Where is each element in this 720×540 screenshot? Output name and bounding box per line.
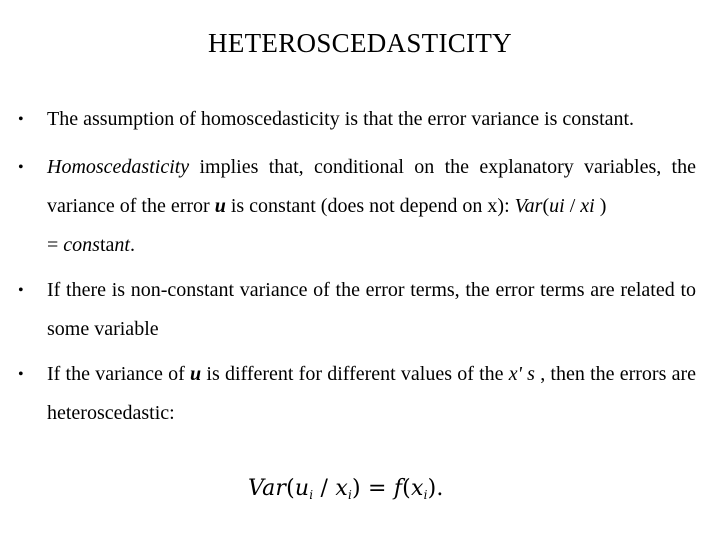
constant-part-b: ta (99, 234, 115, 256)
bullet-list (18, 100, 696, 439)
slide-title: HETEROSCEDASTICITY (208, 28, 512, 58)
variable-u: u (214, 195, 226, 217)
bullet-text: implies that, conditional on the explanatory variables, the variance of the error (47, 156, 696, 217)
bullet-text: If the variance of (47, 363, 191, 385)
formula-f-x-subscript: i (423, 488, 428, 502)
formula-f-close-paren: ) (427, 476, 437, 501)
formula-f-open-paren: ( (402, 476, 411, 501)
formula-f: f (393, 476, 403, 501)
variable-x-prime: x' (508, 363, 522, 385)
bullet-item-homoscedasticity-assumption (18, 100, 696, 139)
bullet-dot-icon: • (18, 111, 24, 128)
formula-close-paren: ) (351, 476, 361, 501)
formula-x: x (335, 476, 348, 501)
variable-s: s (521, 363, 535, 385)
bullet-text: The assumption of homoscedasticity is that the error variance is constant. (47, 108, 635, 130)
bullet-item-non-constant-variance (18, 271, 696, 349)
formula-var: Var (248, 476, 287, 501)
paren-open: ( (542, 195, 550, 217)
var-label: Var (514, 195, 543, 217)
bullet-text: If there is non-constant variance of the error terms, the error terms are related to some variable (47, 279, 696, 340)
term-homoscedasticity: Homoscedasticity (47, 156, 190, 178)
constant-part-a: cons (63, 234, 100, 256)
variable-u: u (190, 363, 202, 385)
variable-xi: xi (580, 195, 595, 217)
variable-ui: ui (549, 195, 565, 217)
formula-x-subscript: i (347, 488, 352, 502)
bullet-text: , then the errors are heteroscedastic: (47, 363, 697, 424)
bullet-text: is different for different values of the (201, 363, 509, 385)
bullet-dot-icon: • (18, 366, 24, 383)
formula-u-subscript: i (309, 488, 314, 502)
equals-sign: = (47, 234, 64, 256)
formula-period: . (436, 476, 444, 501)
formula-equals: = (360, 476, 394, 501)
constant-part-c: nt (114, 234, 130, 256)
bullet-dot-icon: • (18, 282, 24, 299)
formula-u: u (294, 476, 310, 501)
formula-f-x: x (410, 476, 424, 501)
bullet-text: is constant (does not depend on x): (225, 195, 515, 217)
bullet-item-heteroscedastic-errors (18, 355, 696, 433)
bullet-item-homoscedasticity-definition (18, 148, 696, 265)
heteroscedasticity-formula (248, 476, 444, 502)
slash: / (564, 195, 581, 217)
formula-slash: / (313, 476, 336, 501)
paren-close: ) (594, 195, 607, 217)
period: . (129, 234, 135, 256)
bullet-dot-icon: • (18, 159, 24, 176)
formula-open-paren: ( (286, 476, 295, 501)
